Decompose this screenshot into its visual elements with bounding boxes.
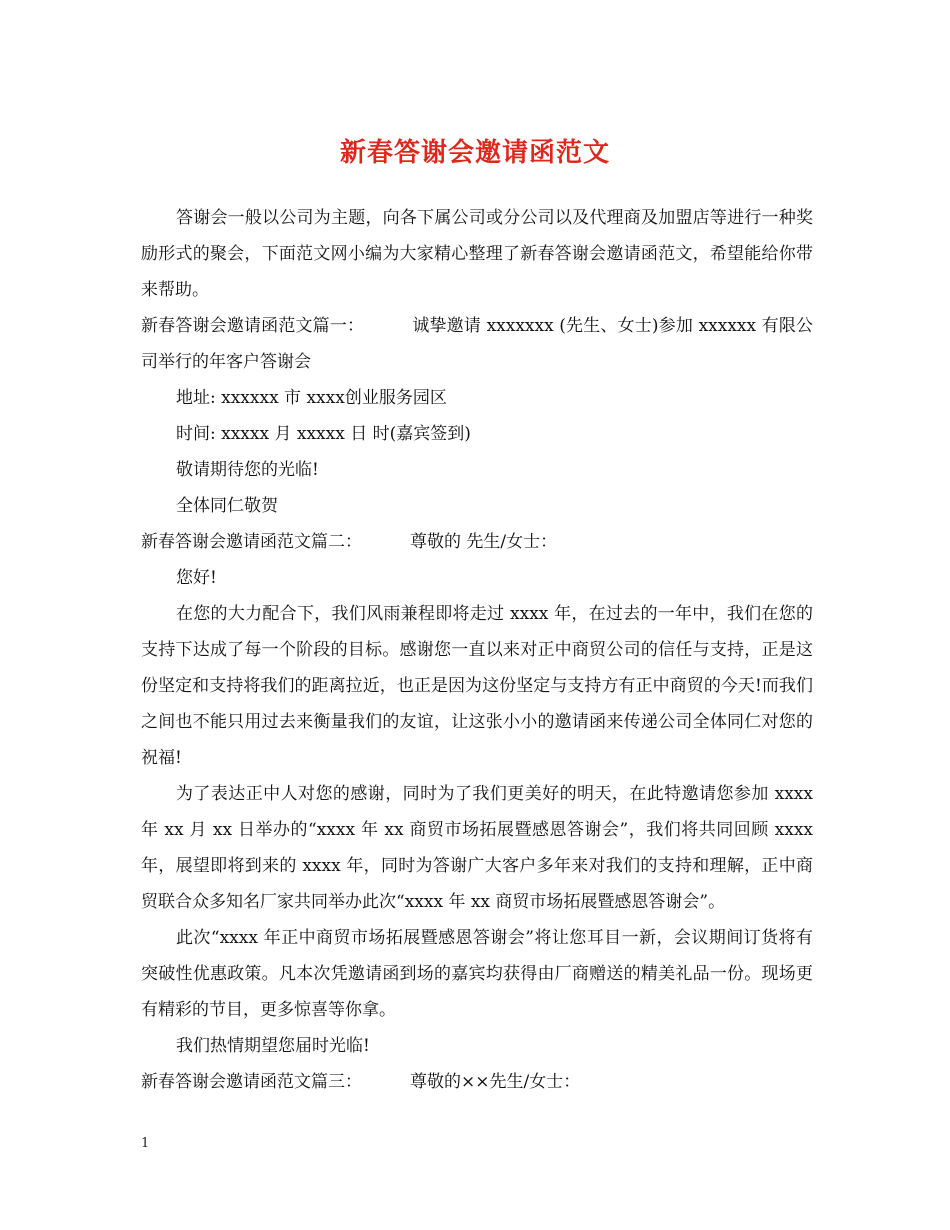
document-title: 新春答谢会邀请函范文	[339, 138, 610, 168]
sample3-salutation: 尊敬的××先生/女士：	[410, 1072, 581, 1092]
page-number: 1	[141, 1136, 150, 1151]
sample2-greeting: 您好!	[176, 568, 217, 588]
sample1-heading: 新春答谢会邀请函范文篇一：	[141, 316, 365, 336]
sample1-time: 时间: xxxxx 月 xxxxx 日 时(嘉宾签到)	[176, 424, 471, 444]
sample2-paragraph-2: 为了表达正中人对您的感谢，同时为了我们更美好的明天，在此特邀请您参加 xxxx 年 xx 月 xx 日举办的“xxxx 年 xx 商贸市场拓展暨感恩答谢会”，我们将共同回顾 xxxx 年，展望即将到来的 xxxx 年，同时为答谢广大客户多年来对我们的支持和理解，正中商贸联合众多知名厂家共同举办此次“xxxx 年 xx 商贸市场拓展暨感恩答谢会”。	[141, 784, 813, 912]
sample2-paragraph-3: 此次“xxxx 年正中商贸市场拓展暨感恩答谢会”将让您耳目一新，会议期间订货将有突破性优惠政策。凡本次凭邀请函到场的嘉宾均获得由厂商赠送的精美礼品一份。现场更有精彩的节目，更多惊喜等你拿。	[141, 928, 813, 1020]
sample1-heading-line	[141, 308, 813, 380]
intro-paragraph: 答谢会一般以公司为主题，向各下属公司或分公司以及代理商及加盟店等进行一种奖励形式的聚会，下面范文网小编为大家精心整理了新春答谢会邀请函范文，希望能给你带来帮助。	[141, 208, 813, 300]
sample2-heading-line	[141, 524, 813, 560]
sample1-address: 地址: xxxxxx 市 xxxx创业服务园区	[176, 388, 447, 408]
sample1-invite: 诚挚邀请 xxxxxxx (先生、女士)参加 xxxxxx 有限公司举行的年客户答谢会	[141, 316, 814, 372]
sample1-sign: 全体同仁敬贺	[176, 496, 278, 516]
sample2-salutation: 尊敬的 先生/女士：	[410, 532, 558, 552]
sample2-paragraph-4: 我们热情期望您届时光临!	[176, 1036, 370, 1056]
sample2-heading: 新春答谢会邀请函范文篇二：	[141, 532, 362, 552]
sample2-paragraph-1: 在您的大力配合下，我们风雨兼程即将走过 xxxx 年，在过去的一年中，我们在您的支持下达成了每一个阶段的目标。感谢您一直以来对正中商贸公司的信任与支持，正是这份坚定和支持将我们的距离拉近，也正是因为这份坚定与支持方有正中商贸的今天!而我们之间也不能只用过去来衡量我们的友谊，让这张小小的邀请函来传递公司全体同仁对您的祝福!	[141, 604, 813, 768]
sample3-heading-line	[141, 1064, 813, 1100]
sample3-heading: 新春答谢会邀请函范文篇三：	[141, 1072, 362, 1092]
document-body	[141, 200, 813, 1100]
sample1-closing: 敬请期待您的光临!	[176, 460, 319, 480]
